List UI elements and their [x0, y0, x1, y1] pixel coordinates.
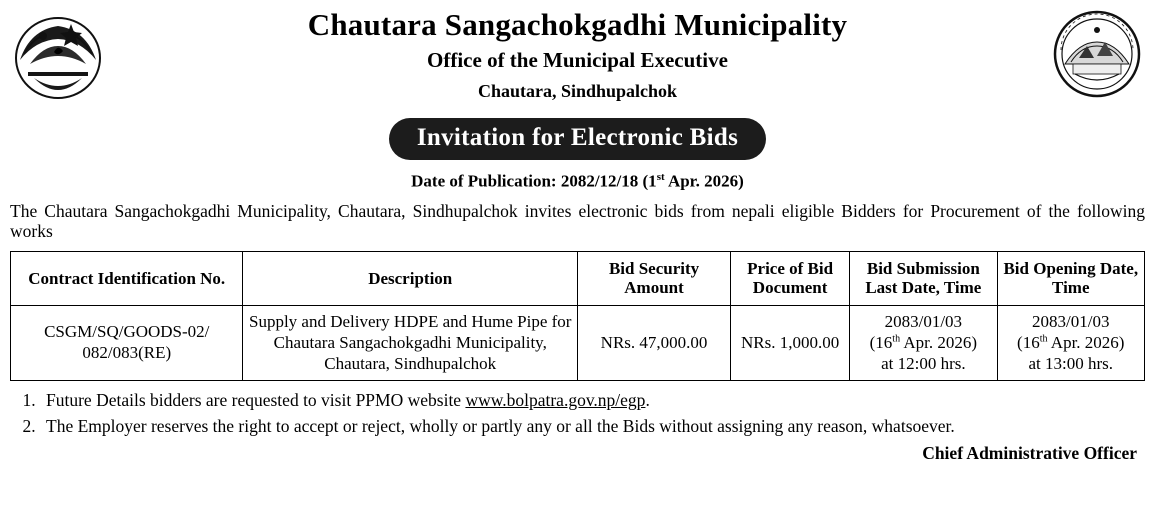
- title-row: [10, 118, 1145, 160]
- th-bid-security: Bid Security Amount: [578, 251, 731, 305]
- cell-contract-no: CSGM/SQ/GOODS-02/ 082/083(RE): [11, 306, 243, 381]
- publication-date: [10, 171, 1145, 192]
- organization-name: Chautara Sangachokgadhi Municipality: [307, 7, 848, 42]
- publication-date-prefix: Date of Publication: 2082/12/18 (1: [411, 171, 657, 191]
- ppmo-website-link[interactable]: www.bolpatra.gov.np/egp: [465, 390, 646, 411]
- list-item: [40, 388, 1145, 413]
- opening-time: at 13:00 hrs.: [1028, 353, 1114, 373]
- cell-opening: [997, 306, 1144, 381]
- submission-ad-pre: (16: [869, 332, 893, 352]
- nepal-national-emblem-icon: [10, 6, 106, 102]
- municipality-seal-icon: [1049, 6, 1145, 102]
- note-1-text: Future Details bidders are requested to visit PPMO website: [46, 390, 462, 411]
- bid-table: [10, 251, 1145, 381]
- publication-date-suffix: Apr. 2026): [664, 171, 744, 191]
- header-text-block: [106, 6, 1049, 102]
- th-opening: Bid Opening Date, Time: [997, 251, 1144, 305]
- office-line: Office of the Municipal Executive: [427, 48, 728, 73]
- list-item: [40, 414, 1145, 439]
- submission-bs-date: 2083/01/03: [884, 312, 963, 332]
- cell-bid-security: NRs. 47,000.00: [578, 306, 731, 381]
- cell-submission: [850, 306, 997, 381]
- document-header: [10, 6, 1145, 116]
- intro-paragraph: The Chautara Sangachokgadhi Municipality, Chautara, Sindhupalchok invites electronic bids from nepali eligible Bidders for Procurement of the following works: [10, 200, 1145, 242]
- submission-ad-post: Apr. 2026): [900, 332, 978, 352]
- th-submission: Bid Submission Last Date, Time: [850, 251, 997, 305]
- opening-ad-ordinal: th: [1039, 333, 1048, 345]
- location-line: Chautara, Sindhupalchok: [477, 81, 678, 102]
- opening-bs-date: 2083/01/03: [1032, 312, 1110, 332]
- submission-ad-ordinal: th: [892, 333, 901, 345]
- submission-time: at 12:00 hrs.: [881, 353, 966, 373]
- opening-ad-pre: (16: [1017, 332, 1040, 352]
- publication-date-ordinal: st: [656, 171, 665, 183]
- table-header-row: [11, 251, 1145, 305]
- cell-description: Supply and Delivery HDPE and Hume Pipe for Chautara Sangachokgadhi Municipality, Chautara, Sindhupalchok: [243, 306, 578, 381]
- cell-bid-price: NRs. 1,000.00: [731, 306, 850, 381]
- page-title: Invitation for Electronic Bids: [389, 118, 766, 160]
- signature-block: Chief Administrative Officer: [922, 442, 1137, 463]
- note-1-period: .: [645, 390, 650, 411]
- th-bid-price: Price of Bid Document: [731, 251, 850, 305]
- th-contract-no: Contract Identification No.: [11, 251, 243, 305]
- notes-list: [10, 388, 1145, 439]
- note-2-text: The Employer reserves the right to accept or reject, wholly or partly any or all the Bids without assigning any reason, whatsoever.: [46, 415, 955, 436]
- opening-ad-post: Apr. 2026): [1047, 332, 1125, 352]
- th-description: Description: [243, 251, 578, 305]
- table-row: [11, 306, 1145, 381]
